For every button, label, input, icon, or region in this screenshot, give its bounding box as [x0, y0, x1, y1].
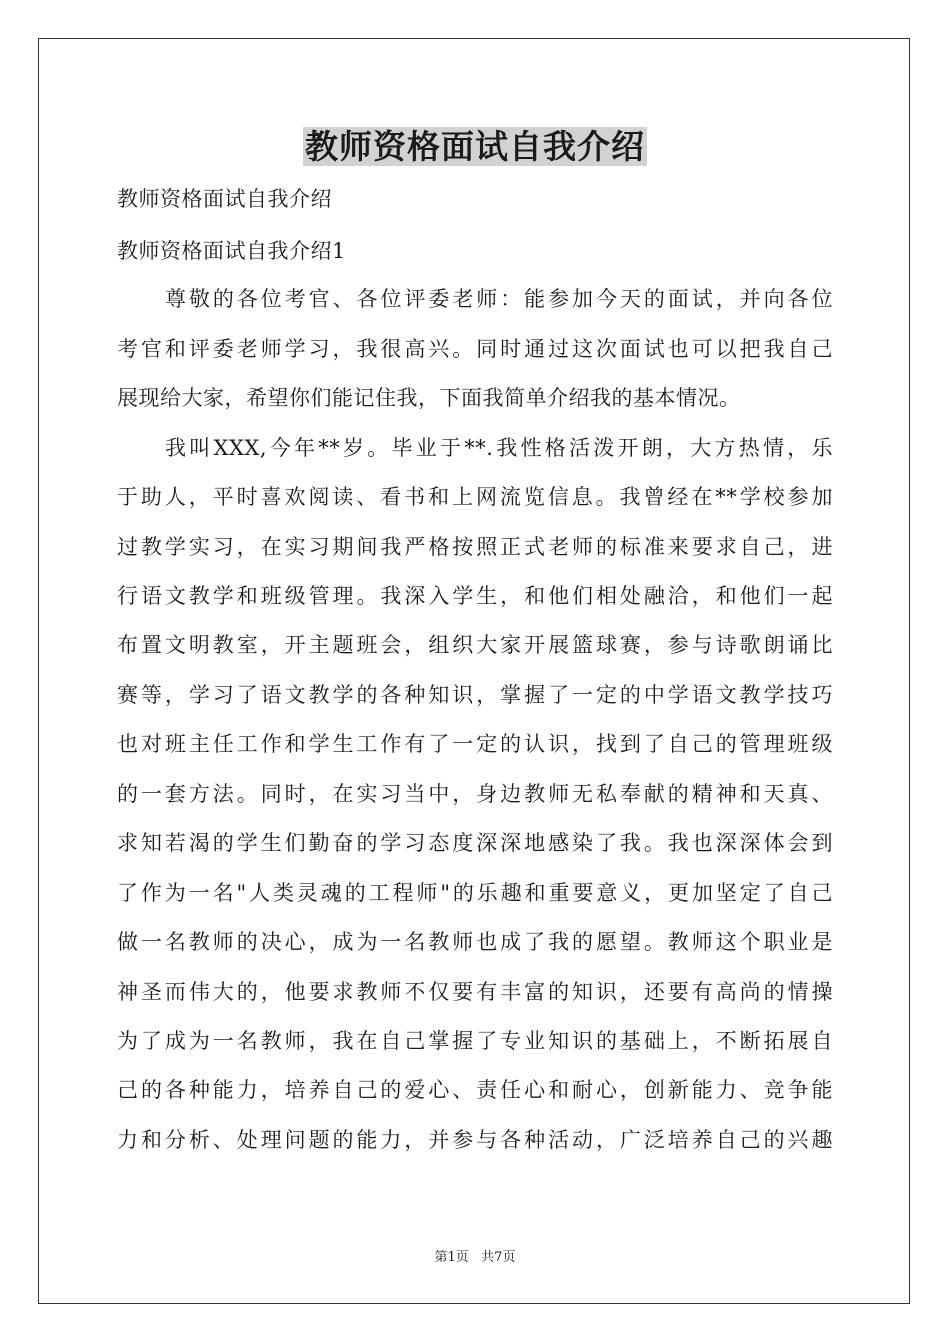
paragraph-2-line: 我叫XXX,今年**岁。毕业于**.我性格活泼开朗，大方热情，乐 — [165, 436, 833, 460]
paragraph-2-line: 己的各种能力，培养自己的爱心、责任心和耐心，创新能力、竞争能 — [117, 1078, 833, 1102]
paragraph-2-line: 力和分析、处理问题的能力，并参与各种活动，广泛培养自己的兴趣 — [117, 1128, 833, 1152]
document-title: 教师资格面试自我介绍 — [305, 127, 645, 166]
paragraph-2-line: 的一套方法。同时，在实习当中，身边教师无私奉献的精神和天真、 — [117, 782, 833, 806]
paragraph-2-line: 行语文教学和班级管理。我深入学生，和他们相处融洽，和他们一起 — [117, 584, 833, 608]
paragraph-2-line: 神圣而伟大的，他要求教师不仅要有丰富的知识，还要有高尚的情操 — [117, 980, 833, 1004]
paragraph-2-line: 过教学实习，在实习期间我严格按照正式老师的标准来要求自己，进 — [117, 535, 833, 559]
paragraph-1-line: 尊敬的各位考官、各位评委老师：能参加今天的面试，并向各位 — [165, 287, 833, 311]
page-border — [38, 38, 910, 1304]
paragraph-2-line: 了作为一名"人类灵魂的工程师"的乐趣和重要意义，更加坚定了自己 — [117, 881, 833, 905]
document-subheading: 教师资格面试自我介绍1 — [117, 239, 346, 263]
document-heading: 教师资格面试自我介绍 — [117, 187, 332, 211]
paragraph-2-line: 赛等，学习了语文教学的各种知识，掌握了一定的中学语文教学技巧 — [117, 683, 833, 707]
paragraph-2-line: 布置文明教室，开主题班会，组织大家开展篮球赛，参与诗歌朗诵比 — [117, 633, 833, 657]
paragraph-2-line: 为了成为一名教师，我在自己掌握了专业知识的基础上，不断拓展自 — [117, 1029, 833, 1053]
page-number-footer: 第1页 共7页 — [434, 1250, 516, 1265]
paragraph-2-line: 也对班主任工作和学生工作有了一定的认识，找到了自己的管理班级 — [117, 732, 833, 756]
paragraph-1-line: 考官和评委老师学习，我很高兴。同时通过这次面试也可以把我自己 — [117, 337, 833, 361]
paragraph-2-line: 做一名教师的决心，成为一名教师也成了我的愿望。教师这个职业是 — [117, 930, 833, 954]
paragraph-2-line: 求知若渴的学生们勤奋的学习态度深深地感染了我。我也深深体会到 — [117, 831, 833, 855]
paragraph-2-line: 于助人，平时喜欢阅读、看书和上网流览信息。我曾经在**学校参加 — [117, 485, 833, 509]
paragraph-1-line: 展现给大家，希望你们能记住我，下面我简单介绍我的基本情况。 — [117, 386, 741, 410]
